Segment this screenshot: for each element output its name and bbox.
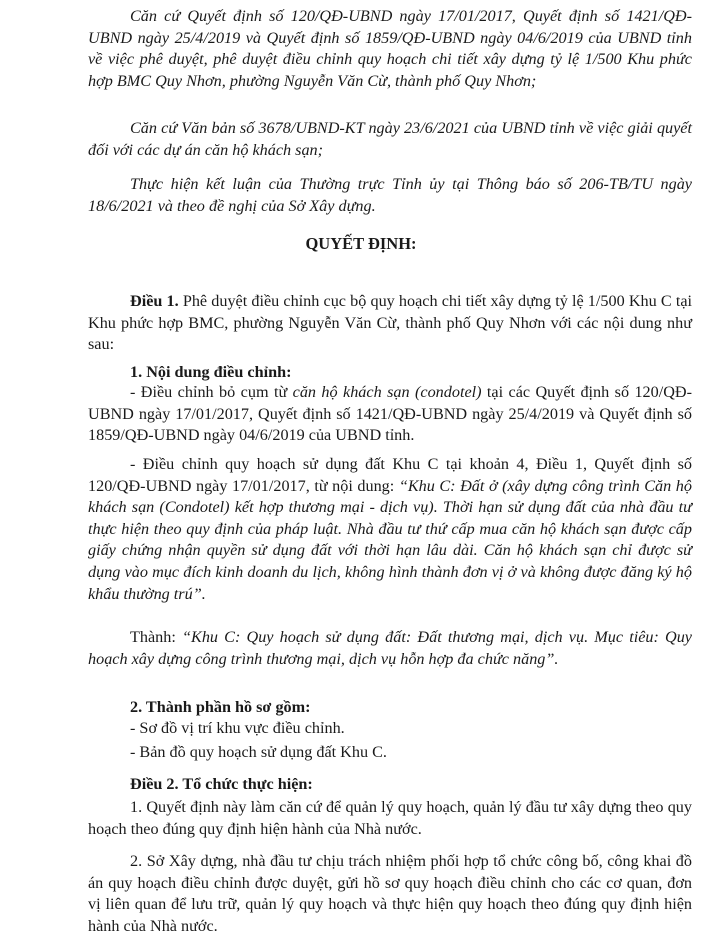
into-prefix: Thành: [130, 628, 183, 646]
basis-paragraph-3: Thực hiện kết luận của Thường trực Tỉnh ủy tại Thông báo số 206-TB/TU ngày 18/6/2021 và theo đề nghị của Sở Xây dựng. [88, 175, 692, 215]
section-2-heading: 2. Thành phần hồ sơ gồm: [130, 698, 311, 716]
dossier-item-1: - Sơ đồ vị trí khu vực điều chỉnh. [130, 719, 345, 737]
basis-paragraph-2: Căn cứ Văn bản số 3678/UBND-KT ngày 23/6/2021 của UBND tỉnh về việc giải quyết đối với các dự án căn hộ khách sạn; [88, 119, 692, 159]
item-2-prefix: - Điều chỉnh quy hoạch sử dụng đất Khu C tại khoản 4, Điều 1, Quyết định số 120/QĐ-UBND ngày 17/01/2017, từ nội dung: [88, 455, 692, 495]
dossier-item-2: - Bản đồ quy hoạch sử dụng đất Khu C. [130, 743, 387, 761]
item-1-suffix: tại các Quyết định số 120/QĐ-UBND ngày 17/01/2017, Quyết định số 1421/QĐ-UBND ngày 25/4/2019 và Quyết định số 1859/QĐ-UBND ngày 04/6/2019 của UBND tỉnh. [88, 383, 693, 445]
item-2-italic: “Khu C: Đất ở (xây dựng công trình Căn hộ khách sạn (Condotel) kết hợp thương mại - dịch vụ). Thời hạn sử dụng đất của nhà đầu tư thực hiện theo quy định của pháp luật. Nhà đầu tư thứ cấp mua căn hộ khách sạn được cấp giấy chứng nhận quyền sử dụng đất với thời hạn lâu dài. Căn hộ khách sạn chỉ được sử dụng vào mục đích kinh doanh du lịch, không hình thành đơn vị ở và không được đăng ký hộ khẩu thường trú”. [88, 476, 692, 603]
article-1-text: Phê duyệt điều chỉnh cục bộ quy hoạch chi tiết xây dựng tỷ lệ 1/500 Khu C tại Khu phức hợp BMC, phường Nguyễn Văn Cừ, thành phố Quy Nhơn với các nội dung như sau: [88, 292, 692, 354]
into-paragraph [88, 627, 692, 670]
article-1-paragraph [88, 291, 692, 356]
article-1-label: Điều 1. [130, 292, 179, 310]
item-1-italic: căn hộ khách sạn (condotel) [292, 383, 482, 401]
article-2-clause-2: 2. Sở Xây dựng, nhà đầu tư chịu trách nhiệm phối hợp tổ chức công bố, công khai đồ án quy hoạch điều chỉnh được duyệt, gửi hồ sơ quy hoạch điều chỉnh cho các cơ quan, đơn vị liên quan để lưu trữ, quản lý quy hoạch và thực hiện quy hoạch theo đúng quy định hiện hành của Nhà nước. [88, 852, 692, 935]
item-1-prefix: - Điều chỉnh bỏ cụm từ [130, 383, 293, 401]
into-italic: “Khu C: Quy hoạch sử dụng đất: Đất thương mại, dịch vụ. Mục tiêu: Quy hoạch xây dựng công trình thương mại, dịch vụ hỗn hợp đa chức năng”. [88, 628, 692, 668]
adjustment-item-1 [88, 382, 692, 447]
decision-title: QUYẾT ĐỊNH: [305, 234, 417, 253]
article-2-heading: Điều 2. Tổ chức thực hiện: [130, 775, 313, 793]
article-2-clause-1: 1. Quyết định này làm căn cứ để quản lý quy hoạch, quản lý đầu tư xây dựng theo quy hoạch theo đúng quy định hiện hành của Nhà nước. [88, 798, 692, 838]
section-1-heading: 1. Nội dung điều chỉnh: [130, 363, 292, 381]
basis-paragraph-1: Căn cứ Quyết định số 120/QĐ-UBND ngày 17/01/2017, Quyết định số 1421/QĐ-UBND ngày 25/4/2019 và Quyết định số 1859/QĐ-UBND ngày 04/6/2019 của UBND tỉnh về việc phê duyệt, phê duyệt điều chỉnh quy hoạch chi tiết xây dựng tỷ lệ 1/500 Khu phức hợp BMC Quy Nhơn, phường Nguyễn Văn Cừ, thành phố Quy Nhơn; [88, 7, 692, 90]
adjustment-item-2 [88, 454, 692, 605]
